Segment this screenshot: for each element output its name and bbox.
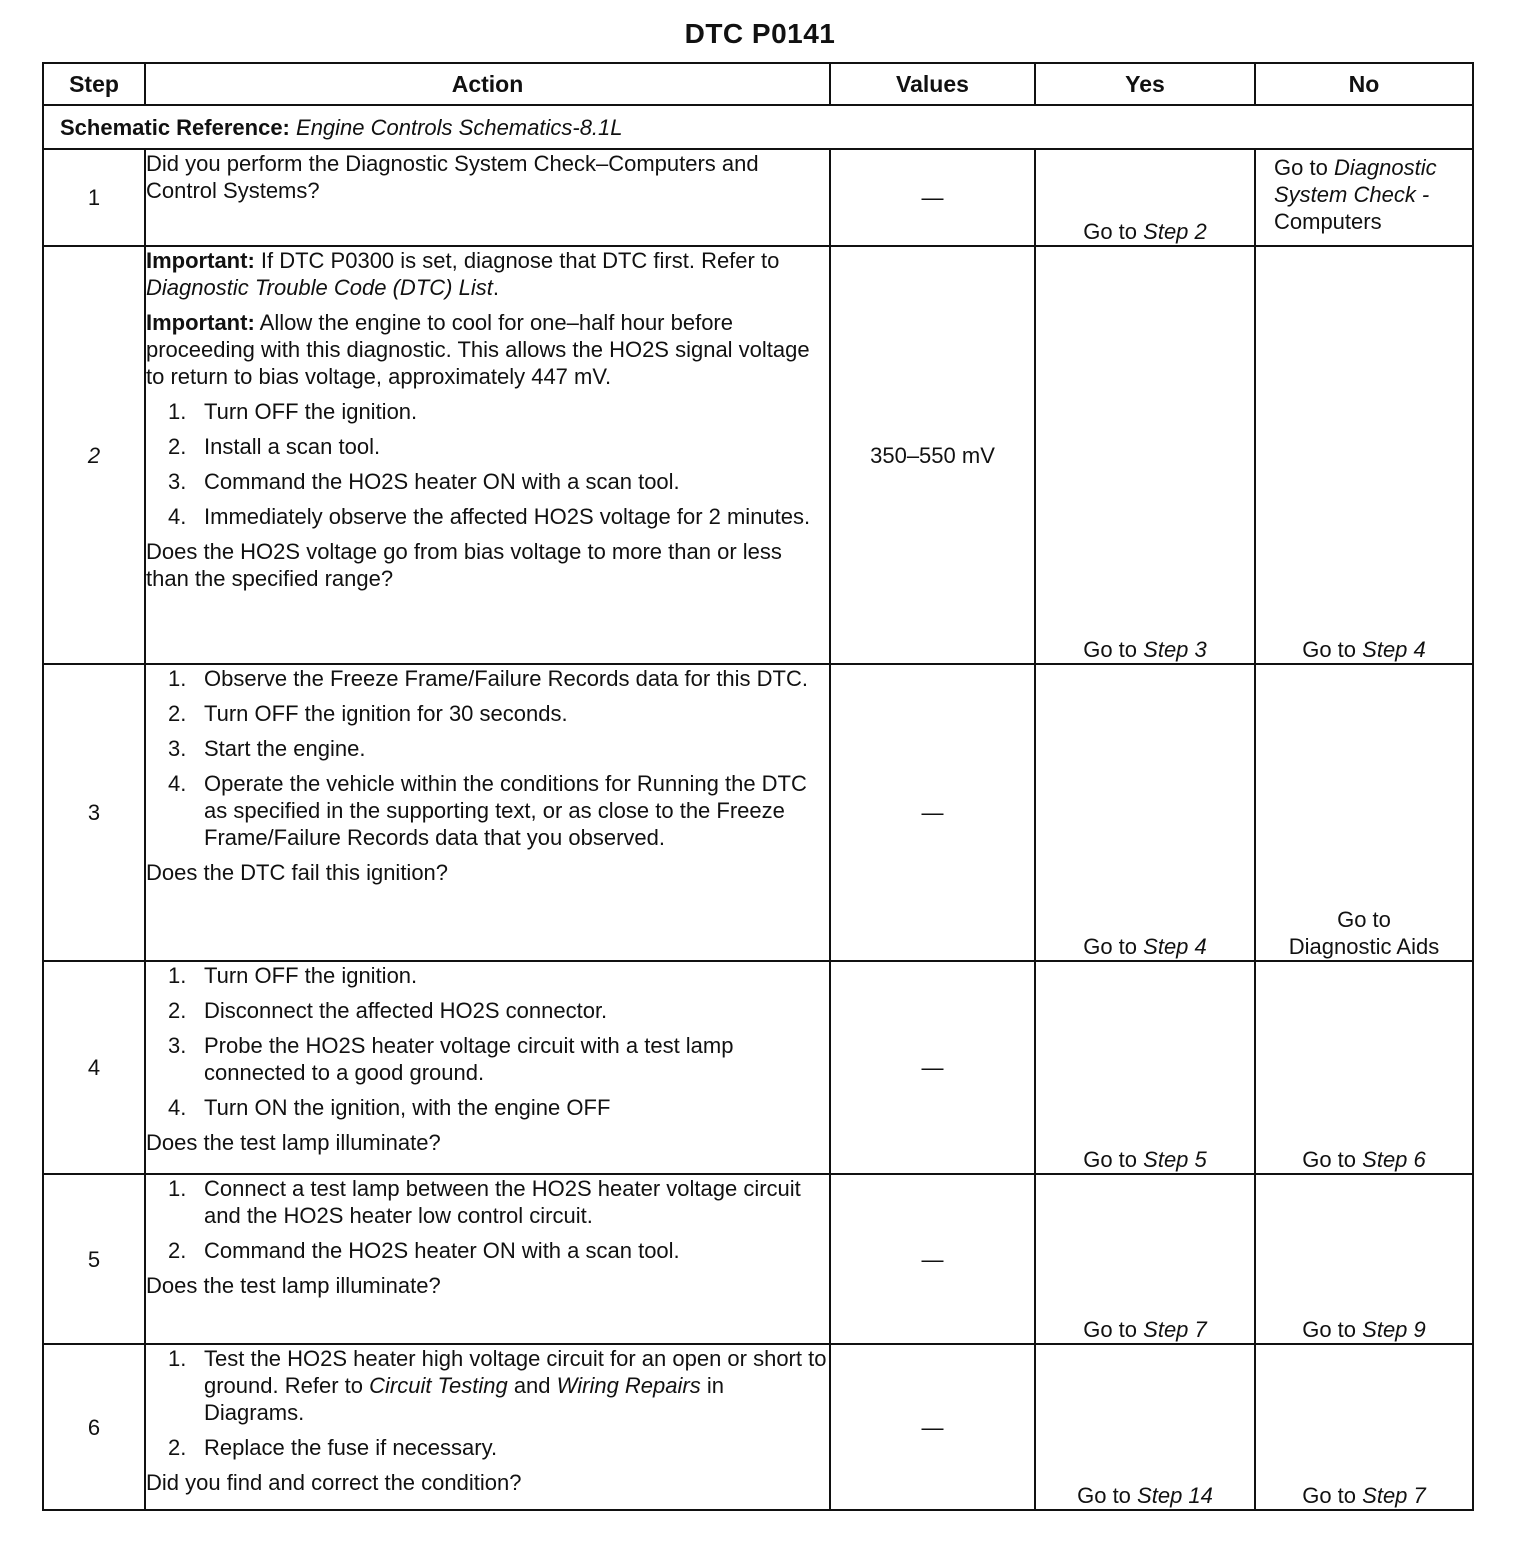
list-item: 3. Start the engine. <box>168 736 366 761</box>
no-prefix: Go to <box>1302 1147 1357 1172</box>
action-cell <box>145 1344 830 1510</box>
header-no: No <box>1255 63 1473 105</box>
action-cell <box>145 149 830 246</box>
list-item: 2. Install a scan tool. <box>168 434 381 459</box>
value-range: 350–550 mV <box>870 442 995 468</box>
diagnostic-table <box>42 62 1474 1511</box>
important-label: Important: <box>146 248 255 273</box>
list-item: 1. Observe the Freeze Frame/Failure Records data for this DTC. <box>168 666 808 691</box>
important-label: Important: <box>146 310 255 335</box>
question-text: Does the test lamp illuminate? <box>146 1273 441 1298</box>
header-action: Action <box>145 63 830 105</box>
value-cell <box>830 961 1035 1174</box>
no-prefix: Go to <box>1302 1483 1357 1508</box>
action-cell <box>145 1174 830 1344</box>
step-number: 6 <box>43 1344 145 1510</box>
no-prefix: Go to <box>1337 907 1391 932</box>
yes-step-link[interactable]: Step 4 <box>1143 934 1207 959</box>
header-values: Values <box>830 63 1035 105</box>
step-number: 4 <box>43 961 145 1174</box>
no-cell <box>1255 246 1473 664</box>
yes-step-link[interactable]: Step 3 <box>1143 637 1207 662</box>
step-number <box>43 246 145 664</box>
list-item: 2. Replace the fuse if necessary. <box>168 1435 498 1460</box>
yes-cell <box>1035 961 1255 1174</box>
header-step: Step <box>43 63 145 105</box>
yes-cell <box>1035 1174 1255 1344</box>
important-note-2 <box>146 309 829 390</box>
value-dash: — <box>921 800 944 825</box>
value-cell <box>830 149 1035 246</box>
step-number: 1 <box>43 149 145 246</box>
yes-cell <box>1035 1344 1255 1510</box>
value-cell <box>830 1174 1035 1344</box>
table-row-step-6 <box>43 1344 1473 1510</box>
table-row-step-5 <box>43 1174 1473 1344</box>
action-cell <box>145 664 830 961</box>
list-item: 1. Turn OFF the ignition. <box>168 963 418 988</box>
instruction-list <box>146 962 829 1121</box>
step-number: 5 <box>43 1174 145 1344</box>
list-item: 2. Turn OFF the ignition for 30 seconds. <box>168 701 568 726</box>
schematic-reference <box>43 105 1473 149</box>
list-item: 1. Connect a test lamp between the HO2S heater voltage circuit and the HO2S heater low control circuit. <box>168 1176 801 1228</box>
list-item: 2. Command the HO2S heater ON with a scan tool. <box>168 1238 680 1263</box>
diagnostic-aids-link[interactable]: Diagnostic Aids <box>1288 934 1440 959</box>
instruction-list <box>146 1345 829 1461</box>
question-text: Does the HO2S voltage go from bias voltage to more than or less than the specified range? <box>146 539 782 591</box>
important-text: If DTC P0300 is set, diagnose that DTC first. Refer to <box>260 248 780 273</box>
yes-prefix: Go to <box>1083 934 1138 959</box>
value-dash: — <box>921 1055 944 1080</box>
table-row-step-4 <box>43 961 1473 1174</box>
list-item: 3. Command the HO2S heater ON with a scan tool. <box>168 469 680 494</box>
instruction-list <box>146 398 829 530</box>
no-step-link[interactable]: Step 9 <box>1362 1317 1426 1342</box>
yes-step-link[interactable]: Step 5 <box>1143 1147 1207 1172</box>
list-item: 2. Disconnect the affected HO2S connector. <box>168 998 608 1023</box>
circuit-testing-link[interactable]: Circuit Testing <box>369 1373 508 1398</box>
table-row-step-3 <box>43 664 1473 961</box>
yes-prefix: Go to <box>1083 1147 1138 1172</box>
no-cell <box>1255 961 1473 1174</box>
value-dash: — <box>921 1414 944 1440</box>
yes-cell <box>1035 664 1255 961</box>
list-item: 4. Immediately observe the affected HO2S voltage for 2 minutes. <box>168 504 811 529</box>
question-text: Did you perform the Diagnostic System Check–Computers and Control Systems? <box>146 151 759 203</box>
table-row-step-1 <box>43 149 1473 246</box>
important-note-1: Important: If DTC P0300 is set, diagnose that DTC first. Refer to Diagnostic Trouble Code (DTC) List. <box>146 248 780 300</box>
question-text: Does the test lamp illuminate? <box>146 1130 441 1155</box>
schematic-reference-label: Schematic Reference: <box>60 114 290 140</box>
yes-prefix: Go to <box>1083 219 1138 244</box>
important-text: Allow the engine to cool for one–half hour before proceeding with this diagnostic. This allows the HO2S signal voltage to return to bias voltage, approximately 447 mV. <box>146 310 810 389</box>
value-dash: — <box>921 1246 944 1272</box>
yes-step-link[interactable]: Step 2 <box>1143 219 1207 244</box>
list-item: 4. Turn ON the ignition, with the engine OFF <box>168 1095 611 1120</box>
header-row <box>43 63 1473 105</box>
yes-prefix: Go to <box>1083 1317 1138 1342</box>
yes-step-link[interactable]: Step 7 <box>1143 1317 1207 1342</box>
question-text: Did you find and correct the condition? <box>146 1470 522 1495</box>
list-item: 3. Probe the HO2S heater voltage circuit with a test lamp connected to a good ground. <box>168 1033 734 1085</box>
yes-prefix: Go to <box>1077 1483 1131 1508</box>
no-cell <box>1255 149 1473 246</box>
schematic-reference-value: Engine Controls Schematics-8.1L <box>296 114 623 140</box>
step-number: 3 <box>43 664 145 961</box>
schematic-reference-row <box>43 105 1473 149</box>
value-cell <box>830 246 1035 664</box>
page-title: DTC P0141 <box>684 18 836 49</box>
no-step-link[interactable]: Step 6 <box>1362 1147 1426 1172</box>
no-cell <box>1255 1344 1473 1510</box>
yes-prefix: Go to <box>1083 637 1138 662</box>
no-suffix: Computers <box>1274 209 1382 234</box>
no-cell <box>1255 1174 1473 1344</box>
list-item: 1. Turn OFF the ignition. <box>168 399 418 424</box>
dtc-list-link[interactable]: Diagnostic Trouble Code (DTC) List <box>146 275 493 300</box>
no-prefix: Go to <box>1274 155 1328 180</box>
value-cell <box>830 664 1035 961</box>
value-cell <box>830 1344 1035 1510</box>
no-diagnostic-system-check-link[interactable]: Diagnostic System Check - <box>1274 155 1437 207</box>
yes-step-link[interactable]: Step 14 <box>1137 1483 1213 1508</box>
table-row-step-2 <box>43 246 1473 664</box>
list-item: 1. Test the HO2S heater high voltage circuit for an open or short to ground. Refer to Circuit Testing and Wiring Repairs in Diagrams. <box>168 1346 827 1425</box>
action-cell <box>145 246 830 664</box>
yes-cell <box>1035 246 1255 664</box>
header-yes: Yes <box>1035 63 1255 105</box>
yes-cell <box>1035 149 1255 246</box>
no-step-link[interactable]: Step 4 <box>1362 637 1426 662</box>
value-dash: — <box>921 185 944 210</box>
action-cell <box>145 961 830 1174</box>
instruction-list <box>146 665 829 851</box>
no-prefix: Go to <box>1302 637 1357 662</box>
no-step-link[interactable]: Step 7 <box>1362 1483 1426 1508</box>
step-number-text: 2 <box>87 442 101 468</box>
no-prefix: Go to <box>1302 1317 1357 1342</box>
wiring-repairs-link[interactable]: Wiring Repairs <box>556 1373 701 1398</box>
instruction-list <box>146 1175 829 1264</box>
list-item: 4. Operate the vehicle within the conditions for Running the DTC as specified in the supporting text, or as close to the Freeze Frame/Failure Records data that you observed. <box>168 771 807 850</box>
question-text: Does the DTC fail this ignition? <box>146 860 449 885</box>
no-cell <box>1255 664 1473 961</box>
